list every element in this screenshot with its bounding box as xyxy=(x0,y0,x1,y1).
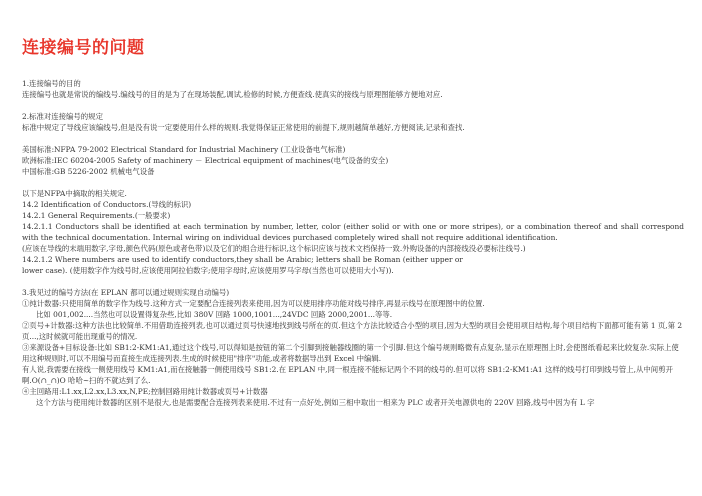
nfpa-14-2-1-2: 14.2.1.2 Where numbers are used to identify conductors,they shall be Arabic; letters shall be Roman (either upper or xyxy=(22,255,463,264)
spacer xyxy=(22,133,684,144)
nfpa-14-2-1-1: 14.2.1.1 Conductors shall be identified at each termination by number, letter, color (either solid or with one or more stripes), or a combination thereof and shall correspond with the technical documentation. Internal wiring on individual devices purchased completely wired shall not require additional identification. xyxy=(22,222,684,242)
section-2-text: 标准中规定了导线应该编线号,但是没有说一定要使用什么样的规则.我觉得保证正常使用的前提下,规则越简单越好,方便阅读,记录和查找. xyxy=(22,123,465,132)
section-3-heading: 3.我见过的编号方法(在 EPLAN 都可以通过规则实现自动编号) xyxy=(22,288,230,297)
standard-cn: 中国标准:GB 5226-2002 机械电气设备 xyxy=(22,167,155,176)
method-3: ③来源设备+目标设备:比如 SB1:2-KM1:A1,通过这个线号,可以得知是按钮的第二个引脚到接触器线圈的第一个引脚.但这个编号规则略微有点复杂,显示在原理图上时,会使图纸看起来比较复杂.实际上使用这种规则时,可以不用编号而直接生成连接列表.生成的时候使用"排序"功能,或者将数据导出到 Excel 中编辑. xyxy=(22,343,679,363)
section-1-heading: 1.连接编号的目的 xyxy=(22,79,81,88)
method-1-example: 比如 001,002....当然也可以设置得复杂些,比如 380V 回路 1000,1001...,24VDC 回路 2000,2001...等等. xyxy=(36,310,393,319)
standard-eu: 欧洲标准:IEC 60204-2005 Safety of machinery － Electrical equipment of machines(电气设备的安全) xyxy=(22,156,389,165)
method-3-note: 有人说,我需要在接线一侧使用线号 KM1:A1,而在接触器一侧使用线号 SB1:2.在 EPLAN 中,同一根连接不能标记两个不同的线号的.但可以将 SB1:2-KM1:A1 这样的线号打印到线号管上,从中间剪开啊.O(∩_∩)O 哈哈~扫的不就达到了么. xyxy=(22,365,673,385)
nfpa-14-2-1: 14.2.1 General Requirements.(一般要求) xyxy=(22,211,171,220)
nfpa-14-2: 14.2 Identification of Conductors.(导线的标识) xyxy=(22,200,192,209)
standard-us: 美国标准:NFPA 79-2002 Electrical Standard for Industrial Machinery (工业设备电气标准) xyxy=(22,145,346,154)
section-2-heading: 2.标准对连接编号的规定 xyxy=(22,112,103,121)
method-4: ④主回路用:L1.xx,L2.xx,L3.xx,N,PE;控制回路用纯计数器或页号+计数器 xyxy=(22,387,268,396)
page-title: 连接编号的问题 xyxy=(22,38,145,58)
nfpa-14-2-1-1-translation: (应该在导线的末端用数字,字母,颜色代码(原色或者色带)以及它们的组合进行标识,这个标识应该与技术文档保持一致.外购设备的内部接线没必要标注线号.) xyxy=(22,244,526,253)
spacer xyxy=(22,100,684,111)
method-2: ②页号+计数器:这种方法也比较简单.不用借助连接列表,也可以通过页号快速地找到线号所在的页.但这个方法比较适合小型的项目,因为大型的项目会使用项目结构,每个项目结构下面都可能有第 1 页,第 2 页...,这时候就可能出现重号的情况. xyxy=(22,321,683,341)
method-4-text: 这个方法与使用纯计数器的区别不是很大,也是需要配合连接列表来使用.不过有一点好处,例如三相中取出一相来为 PLC 或者开关电源供电的 220V 回路,线号中因为有 L 字 xyxy=(36,398,595,407)
spacer xyxy=(22,276,684,287)
section-1-text: 连接编号也就是常说的编线号.编线号的目的是为了在现场装配,调试,检修的时候,方便查线.使真实的接线与原理图能够方便地对应. xyxy=(22,90,443,99)
nfpa-intro: 以下是NFPA中摘取的相关规定. xyxy=(22,189,127,198)
spacer xyxy=(22,177,684,188)
method-1: ①纯计数器:只使用简单的数字作为线号.这种方式一定要配合连接列表来使用,因为可以使用排序功能对线号排序,再显示线号在原理图中的位置. xyxy=(22,299,485,308)
nfpa-14-2-1-2-cont: lower case). (使用数字作为线号时,应该使用阿拉伯数字;使用字母时,应该使用罗马字母(当然也可以使用大小写)). xyxy=(22,266,394,275)
